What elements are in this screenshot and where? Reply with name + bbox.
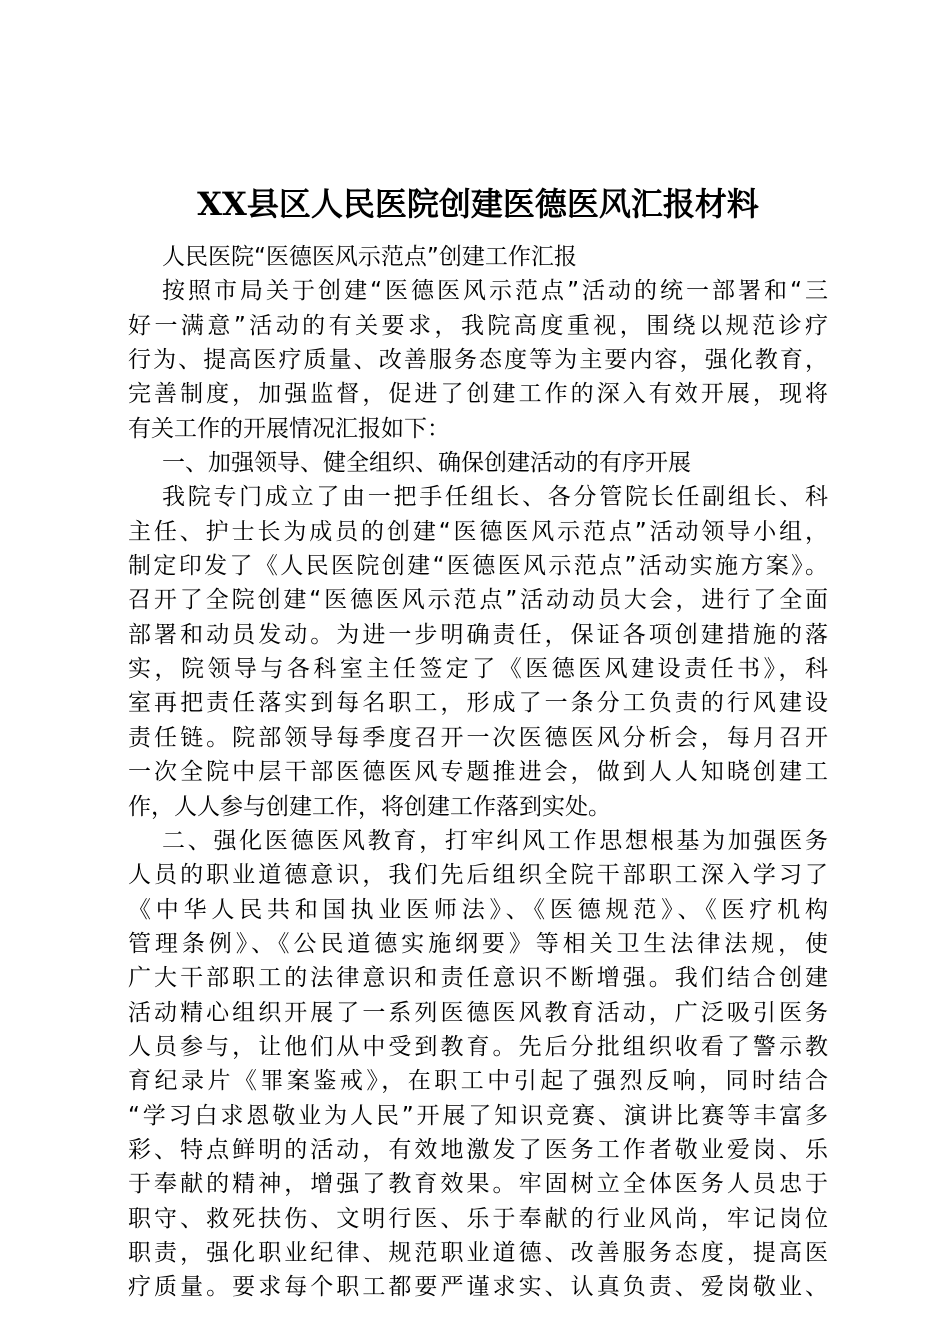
text-line: 有关工作的开展情况汇报如下： [128,415,450,442]
text-line: 职守、救死扶伤、文明行医、乐于奉献的行业风尚，牢记岗位 [128,1205,828,1232]
text-line: 彩、特点鲜明的活动，有效地激发了医务工作者敬业爱岗、乐 [128,1136,828,1163]
document-body [128,178,828,1305]
text-line: 召开了全院创建“医德医风示范点”活动动员大会，进行了全面 [128,587,828,614]
text-line: 责任链。院部领导每季度召开一次医德医风分析会，每月召开 [128,724,828,751]
document-text [128,240,828,1305]
text-line: 部署和动员发动。为进一步明确责任，保证各项创建措施的落 [128,621,828,648]
document-title: XX县区人民医院创建医德医风汇报材料 [197,185,759,223]
text-line: 二、强化医德医风教育，打牢纠风工作思想根基为加强医务 [162,827,828,854]
text-line: 室再把责任落实到每名职工，形成了一条分工负责的行风建设 [128,690,828,717]
text-line: 作，人人参与创建工作，将创建工作落到实处。 [128,793,611,820]
text-line: 疗质量。要求每个职工都要严谨求实、认真负责、爱岗敬业、 [128,1274,828,1301]
text-line: 制定印发了《人民医院创建“医德医风示范点”活动实施方案》。 [128,553,828,580]
text-line: 按照市局关于创建“医德医风示范点”活动的统一部署和“三 [162,278,828,305]
text-line: 于奉献的精神，增强了教育效果。牢固树立全体医务人员忠于 [128,1171,828,1198]
text-line: 人员参与，让他们从中受到教育。先后分批组织收看了警示教 [128,1033,828,1060]
text-line: 一、加强领导、健全组织、确保创建活动的有序开展 [162,450,691,477]
text-line: 好一满意”活动的有关要求，我院高度重视，围绕以规范诊疗 [128,312,828,339]
text-line: 完善制度，加强监督，促进了创建工作的深入有效开展，现将 [128,381,828,408]
text-line: 我院专门成立了由一把手任组长、各分管院长任副组长、科 [162,484,828,511]
text-line: 职责，强化职业纪律、规范职业道德、改善服务态度，提高医 [128,1239,828,1266]
text-line: 行为、提高医疗质量、改善服务态度等为主要内容，强化教育， [128,347,828,374]
text-line: 《中华人民共和国执业医师法》、《医德规范》、《医疗机构 [128,896,828,923]
text-line: 一次全院中层干部医德医风专题推进会，做到人人知晓创建工 [128,759,828,786]
text-line: 管理条例》、《公民道德实施纲要》等相关卫生法律法规，使 [128,930,828,957]
text-line: 活动精心组织开展了一系列医德医风教育活动，广泛吸引医务 [128,999,828,1026]
text-line: 主任、护士长为成员的创建“医德医风示范点”活动领导小组， [128,518,828,545]
text-line: 广大干部职工的法律意识和责任意识不断增强。我们结合创建 [128,965,828,992]
text-line: 人员的职业道德意识，我们先后组织全院干部职工深入学习了 [128,862,828,889]
text-line: 实，院领导与各科室主任签定了《医德医风建设责任书》，科 [128,656,828,683]
text-line: 人民医院“医德医风示范点”创建工作汇报 [162,244,577,270]
text-line: 育纪录片《罪案鉴戒》，在职工中引起了强烈反响，同时结合 [128,1068,828,1095]
text-line: “学习白求恩敬业为人民”开展了知识竞赛、演讲比赛等丰富多 [128,1102,828,1129]
